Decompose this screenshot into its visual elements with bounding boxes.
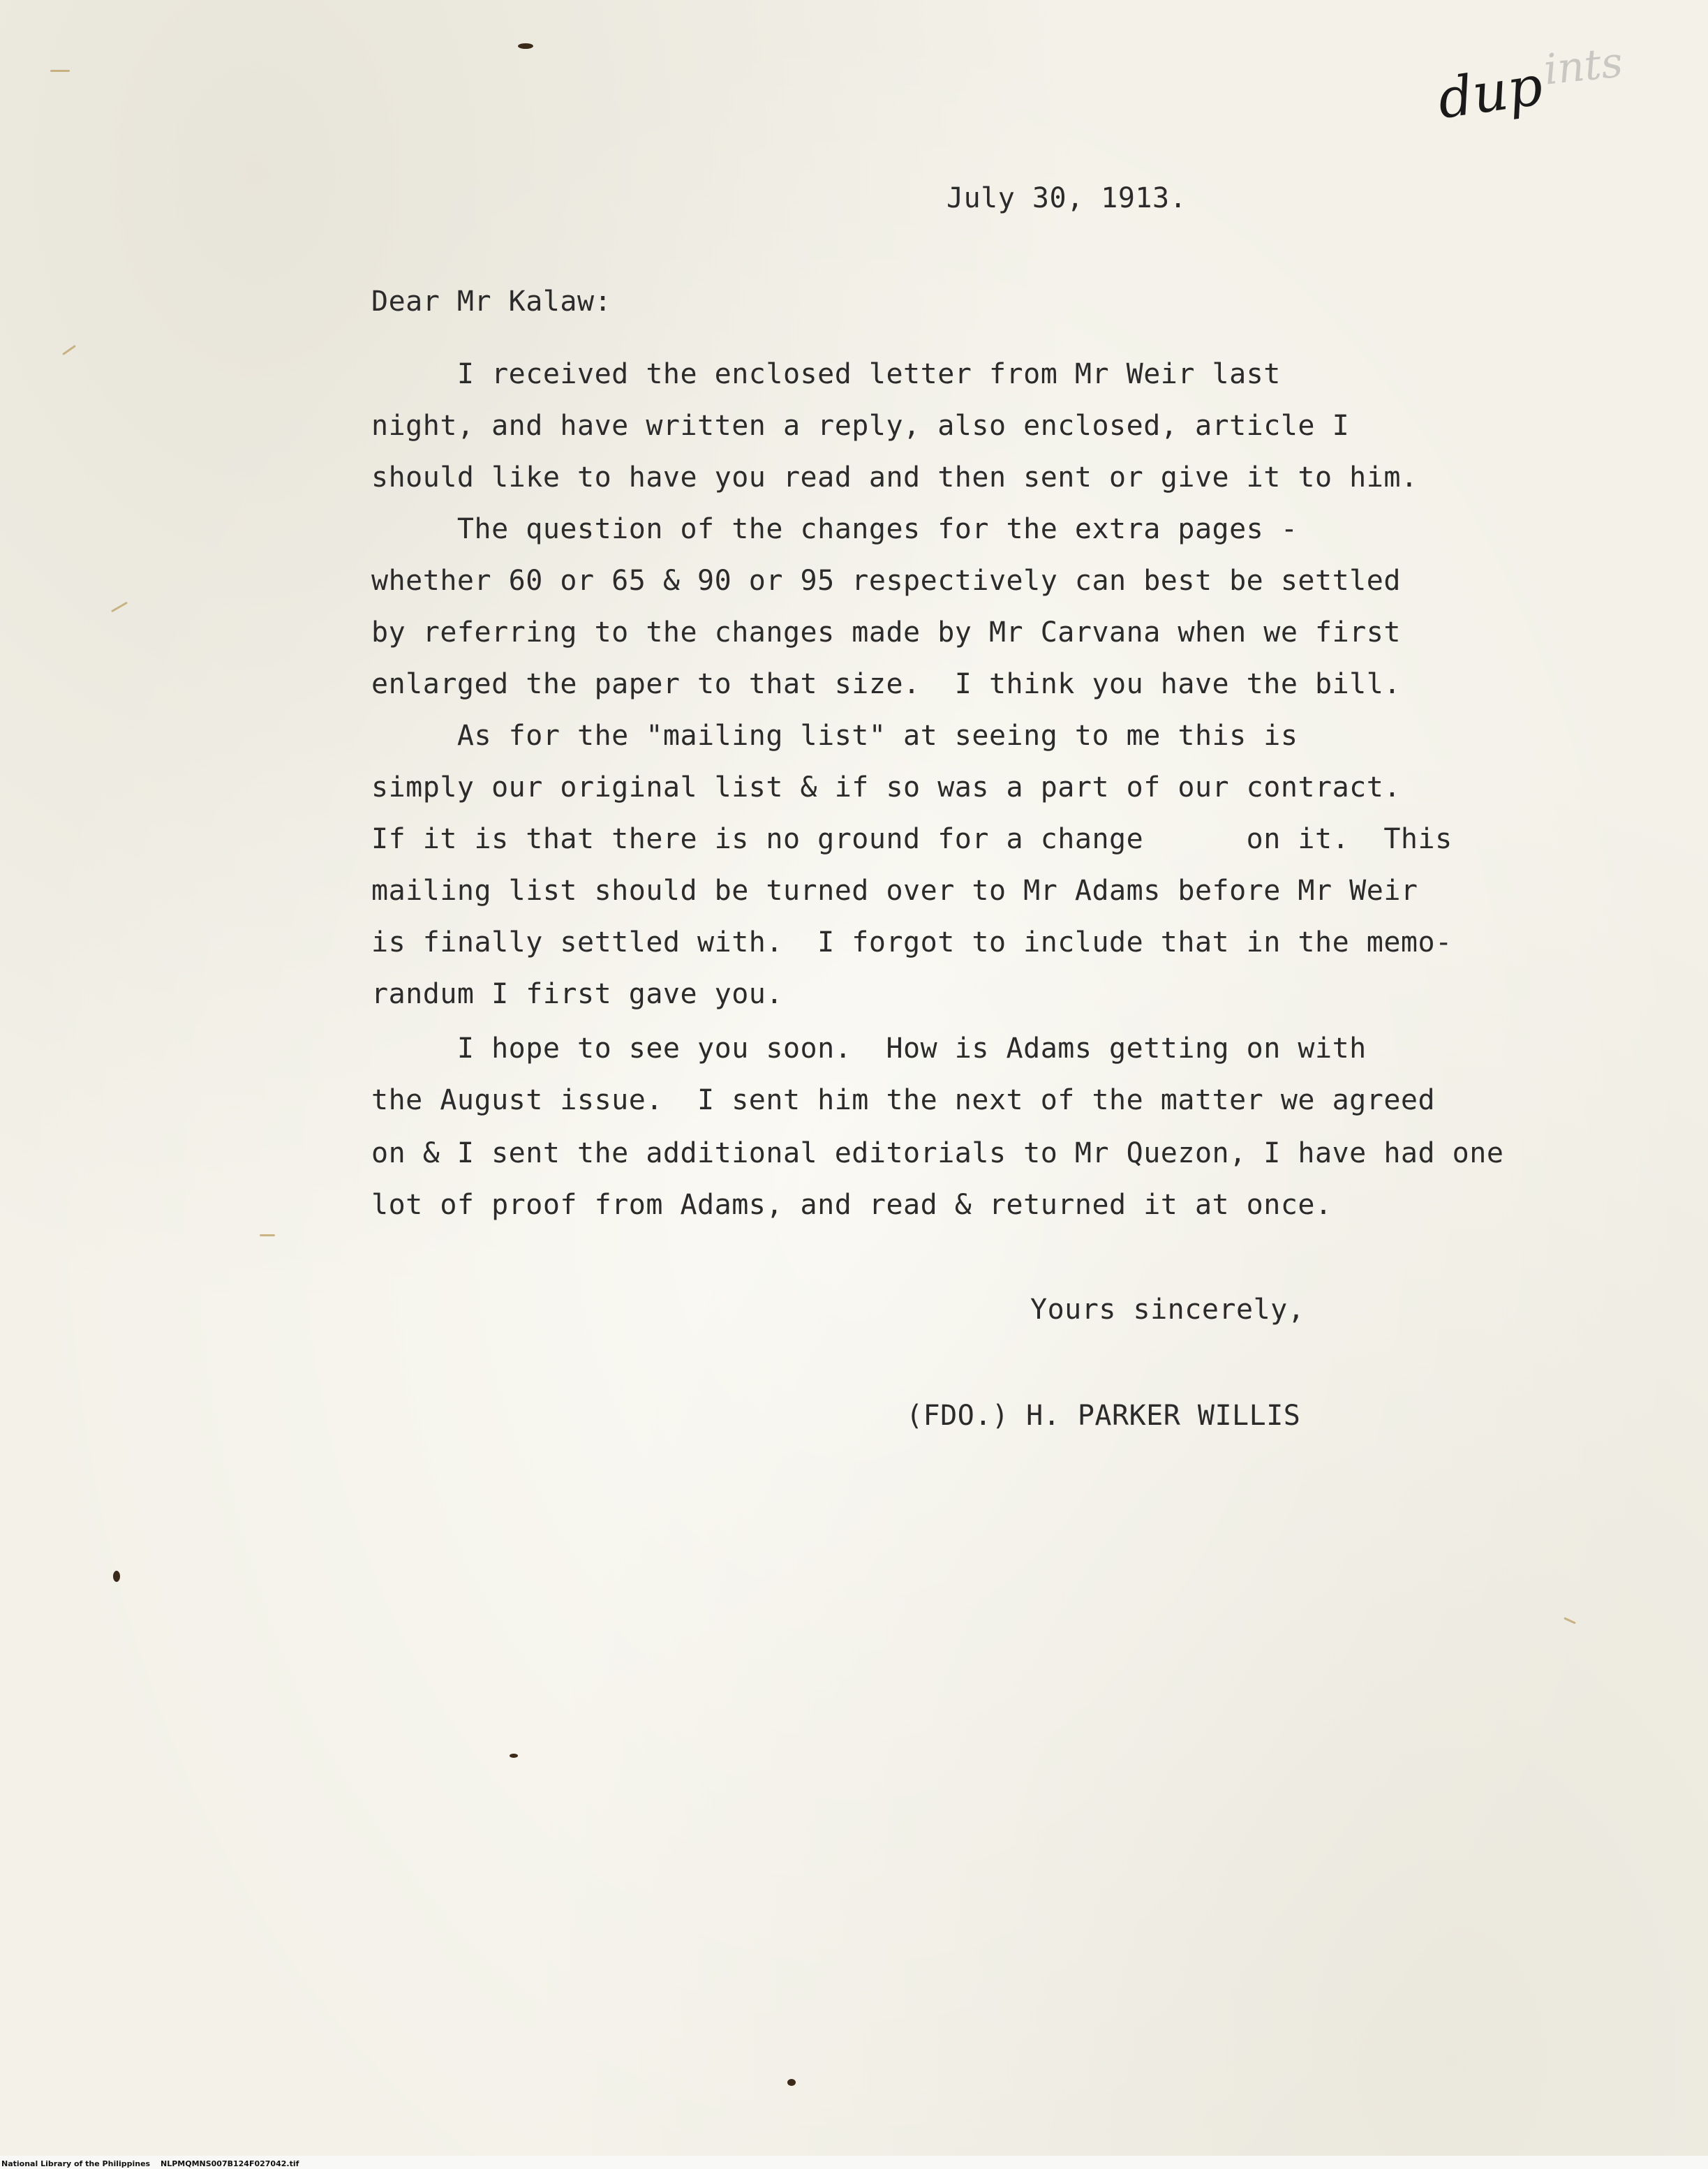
letter-body-line: I received the enclosed letter from Mr Weir last [371, 358, 1281, 390]
paper-fleck [1564, 1617, 1576, 1624]
paper-fleck [50, 70, 70, 72]
letter-signature: (FDO.) H. PARKER WILLIS [906, 1400, 1301, 1432]
footer-filename: NLPMQMNS007B124F027042.tif [161, 2159, 299, 2168]
letter-body-line: night, and have written a reply, also enclosed, article I [371, 410, 1350, 442]
paper-speck [787, 2079, 796, 2086]
letter-body-line: whether 60 or 65 & 90 or 95 respectively can best be settled [371, 565, 1401, 597]
letter-body-line: As for the "mailing list" at seeing to me this is [371, 720, 1298, 752]
footer-credit: National Library of the Philippines [1, 2159, 151, 2168]
letter-closing: Yours sincerely, [1030, 1294, 1305, 1326]
letter-body-line: The question of the changes for the extra pages - [371, 513, 1298, 545]
faint-annotation: ints [1541, 38, 1626, 95]
paper-fleck [111, 602, 128, 613]
letter-body-line: If it is that there is no ground for a change on it. This [371, 823, 1453, 855]
paper-speck [113, 1571, 120, 1582]
letter-body-line: should like to have you read and then sent or give it to him. [371, 461, 1418, 494]
letter-body-line: lot of proof from Adams, and read & returned it at once. [371, 1189, 1332, 1221]
paper-fleck [260, 1234, 275, 1236]
letter-date: July 30, 1913. [946, 182, 1187, 214]
letter-body-line: randum I first gave you. [371, 978, 783, 1010]
letter-body-line: mailing list should be turned over to Mr Adams before Mr Weir [371, 875, 1418, 907]
handwritten-annotation: dup [1434, 54, 1547, 132]
letter-body-line: is finally settled with. I forgot to include that in the memo- [371, 926, 1453, 958]
letter-body-line: by referring to the changes made by Mr Carvana when we first [371, 616, 1401, 649]
letter-salutation: Dear Mr Kalaw: [371, 286, 612, 318]
letter-body-line: the August issue. I sent him the next of the matter we agreed [371, 1084, 1436, 1116]
paper-speck [518, 43, 533, 49]
paper-fleck [62, 345, 76, 355]
letter-body-line: simply our original list & if so was a part of our contract. [371, 771, 1401, 804]
paper-speck [510, 1754, 518, 1758]
letter-body-line: on & I sent the additional editorials to Mr Quezon, I have had one [371, 1137, 1504, 1169]
letter-body-line: I hope to see you soon. How is Adams getting on with [371, 1032, 1367, 1065]
letter-body-line: enlarged the paper to that size. I think you have the bill. [371, 668, 1401, 700]
